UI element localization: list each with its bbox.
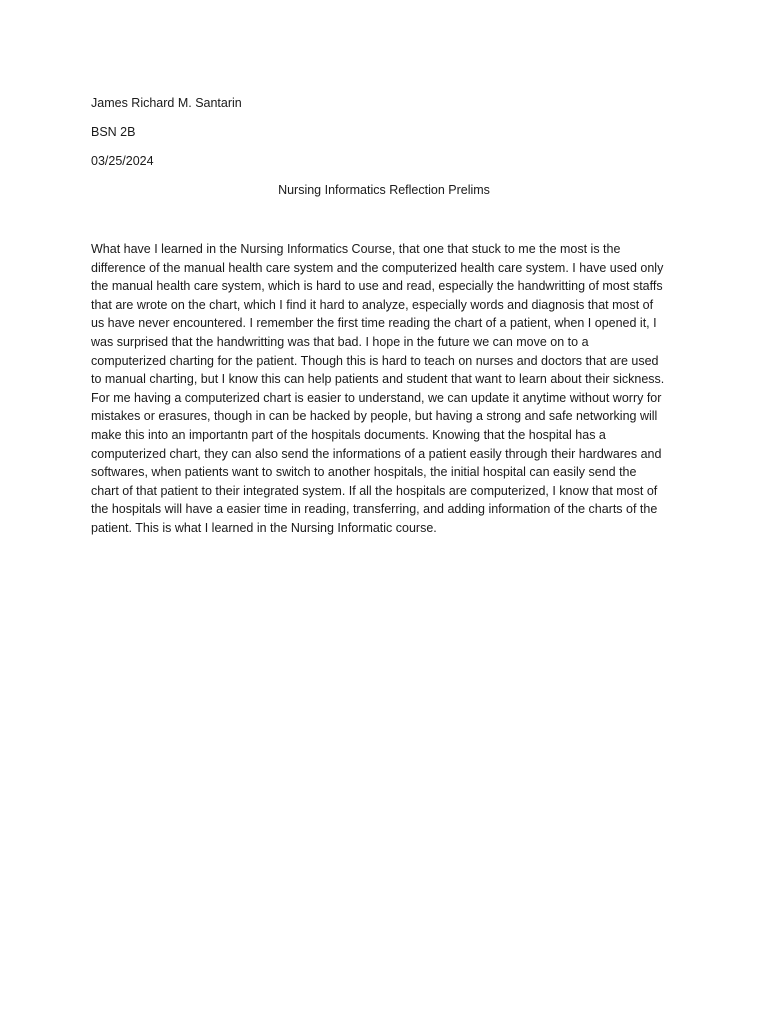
reflection-paragraph [91,240,691,538]
paragraph-line: patient. This is what I learned in the Nursing Informatic course. [91,520,437,535]
paragraph-line: mistakes or erasures, though in can be hacked by people, but having a strong and safe networking will [91,409,658,424]
class-section: BSN 2B [91,125,136,139]
paragraph-line: difference of the manual health care system and the computerized health care system. I have used only [91,260,664,275]
paragraph-line: was surprised that the handwritting was that bad. I hope in the future we can move on to a [91,334,589,349]
author-name: James Richard M. Santarin [91,96,242,110]
paragraph-line: the manual health care system, which is hard to use and read, especially the handwritting of most staffs [91,279,663,294]
document-title: Nursing Informatics Reflection Prelims [278,183,490,197]
paragraph-line: What have I learned in the Nursing Informatics Course, that one that stuck to me the most is the [91,242,621,256]
paragraph-line: For me having a computerized chart is easier to understand, we can update it anytime without worry for [91,390,662,405]
paragraph-line: softwares, when patients want to switch to another hospitals, the initial hospital can easily send the [91,465,637,480]
paragraph-line: us have never encountered. I remember the first time reading the chart of a patient, when I opened it, I [91,316,657,331]
paragraph-line: the hospitals will have a easier time in reading, transferring, and adding information of the charts of the [91,502,658,517]
paragraph-line: that are wrote on the chart, which I find it hard to analyze, especially words and diagnosis that most of [91,297,654,312]
paragraph-line: chart of that patient to their integrated system. If all the hospitals are computerized, I know that most of [91,483,658,498]
paragraph-line: to manual charting, but I know this can help patients and student that want to learn about their sickness. [91,372,665,387]
paragraph-line: make this into an importantn part of the hospitals documents. Knowing that the hospital has a [91,427,606,442]
document-date: 03/25/2024 [91,154,154,168]
paragraph-line: computerized charting for the patient. Though this is hard to teach on nurses and doctors that are used [91,353,659,368]
paragraph-line: computerized chart, they can also send the informations of a patient easily through their hardwares and [91,446,662,461]
